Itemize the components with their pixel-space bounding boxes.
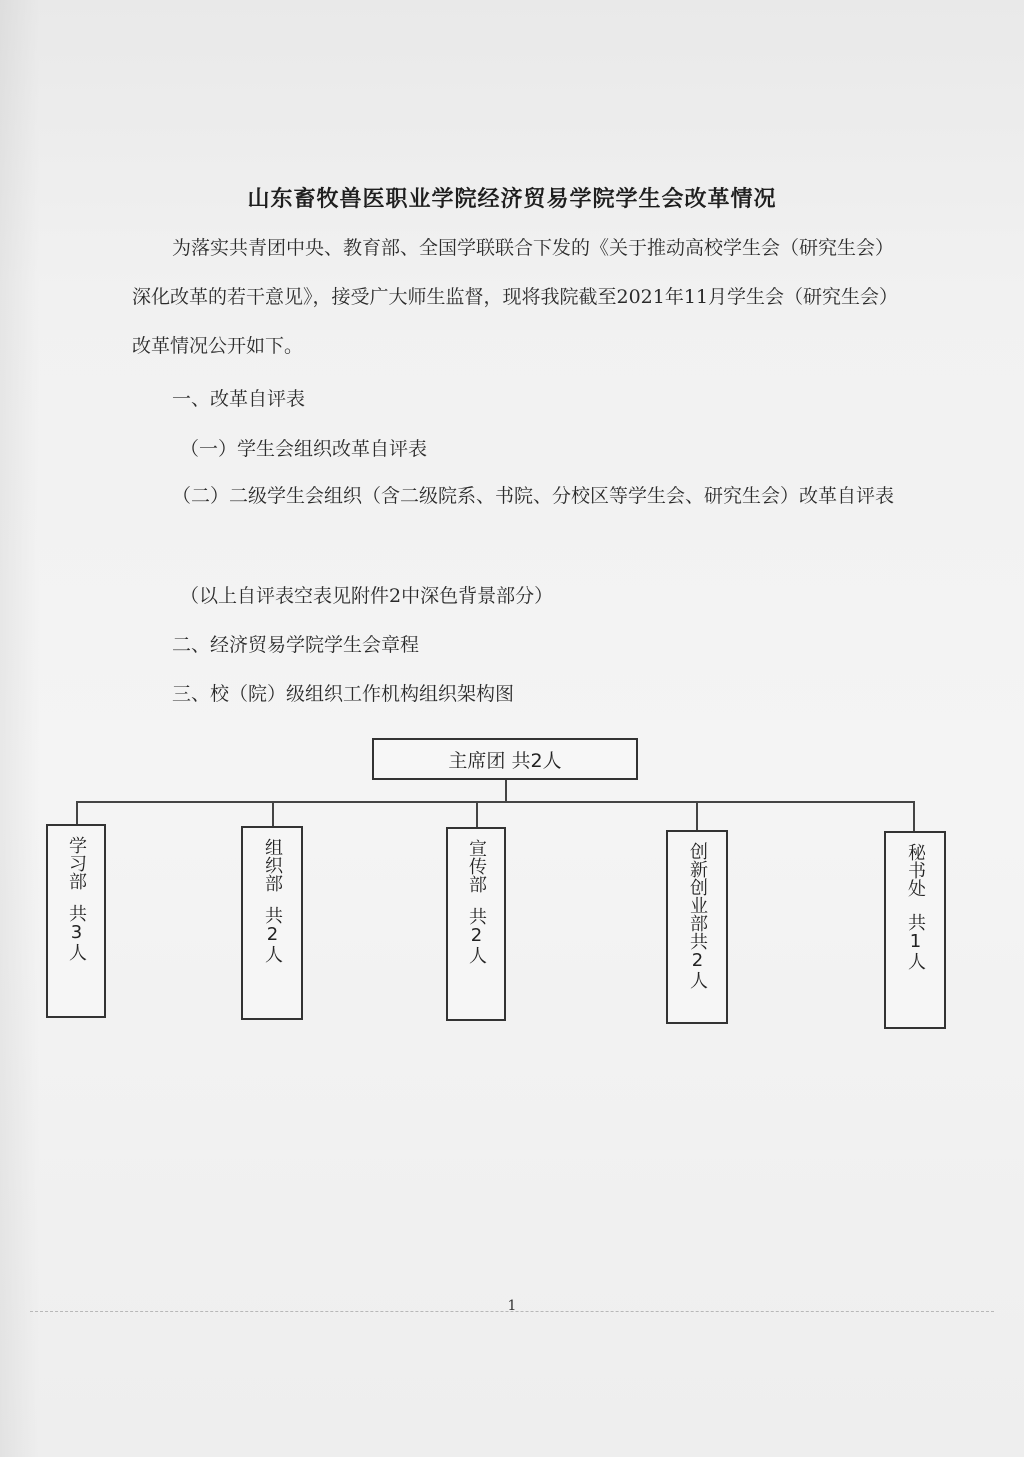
org-connector-4 xyxy=(696,801,698,831)
dept-name-secretariat: 秘书处 xyxy=(905,843,926,897)
dept-count-secretariat: 共1人 xyxy=(905,913,926,970)
presidium-label: 主席团 共2人 xyxy=(448,749,562,772)
dept-count-study: 共3人 xyxy=(66,904,87,961)
org-chart-top-box xyxy=(372,738,638,780)
dept-box-publicity xyxy=(446,827,506,1021)
section-1-heading: 一、改革自评表 xyxy=(172,388,306,410)
section-3-heading: 三、校（院）级组织工作机构组织架构图 xyxy=(172,683,515,705)
dept-count-publicity: 共2人 xyxy=(466,907,487,964)
section-1-2-heading: （二）二级学生会组织（含二级院系、书院、分校区等学生会、研究生会）改革自评表 xyxy=(172,485,895,507)
section-1-1-heading: （一）学生会组织改革自评表 xyxy=(180,438,428,460)
intro-paragraph: 为落实共青团中央、教育部、全国学联联合下发的《关于推动高校学生会（研究生会）深化改革的若干意见》，接受广大师生监督，现将我院截至2021年11月学生会（研究生会）改革情况公开如下。 xyxy=(132,237,899,357)
page-number: 1 xyxy=(507,1298,517,1314)
dept-name-innovation: 创新创业部共2人 xyxy=(687,842,708,989)
dept-name-organization: 组织部 xyxy=(262,838,283,892)
document-title: 山东畜牧兽医职业学院经济贸易学院学生会改革情况 xyxy=(247,186,777,212)
dept-count-organization: 共2人 xyxy=(262,906,283,963)
dept-name-publicity: 宣传部 xyxy=(466,839,487,893)
org-connector-2 xyxy=(272,801,274,827)
org-connector-5 xyxy=(913,801,915,832)
dept-box-organization xyxy=(241,826,303,1020)
page-shadow xyxy=(0,0,40,1457)
dept-name-study: 学习部 xyxy=(66,836,87,890)
org-connector-3 xyxy=(476,801,478,828)
org-horizontal-connector xyxy=(76,801,914,803)
dept-box-innovation xyxy=(666,830,728,1024)
org-connector-1 xyxy=(76,801,78,825)
dept-box-secretariat xyxy=(884,831,946,1029)
section-2-heading: 二、经济贸易学院学生会章程 xyxy=(172,634,420,656)
org-connector-top xyxy=(505,780,507,802)
dept-box-study xyxy=(46,824,106,1018)
self-eval-note: （以上自评表空表见附件2中深色背景部分） xyxy=(180,585,554,607)
